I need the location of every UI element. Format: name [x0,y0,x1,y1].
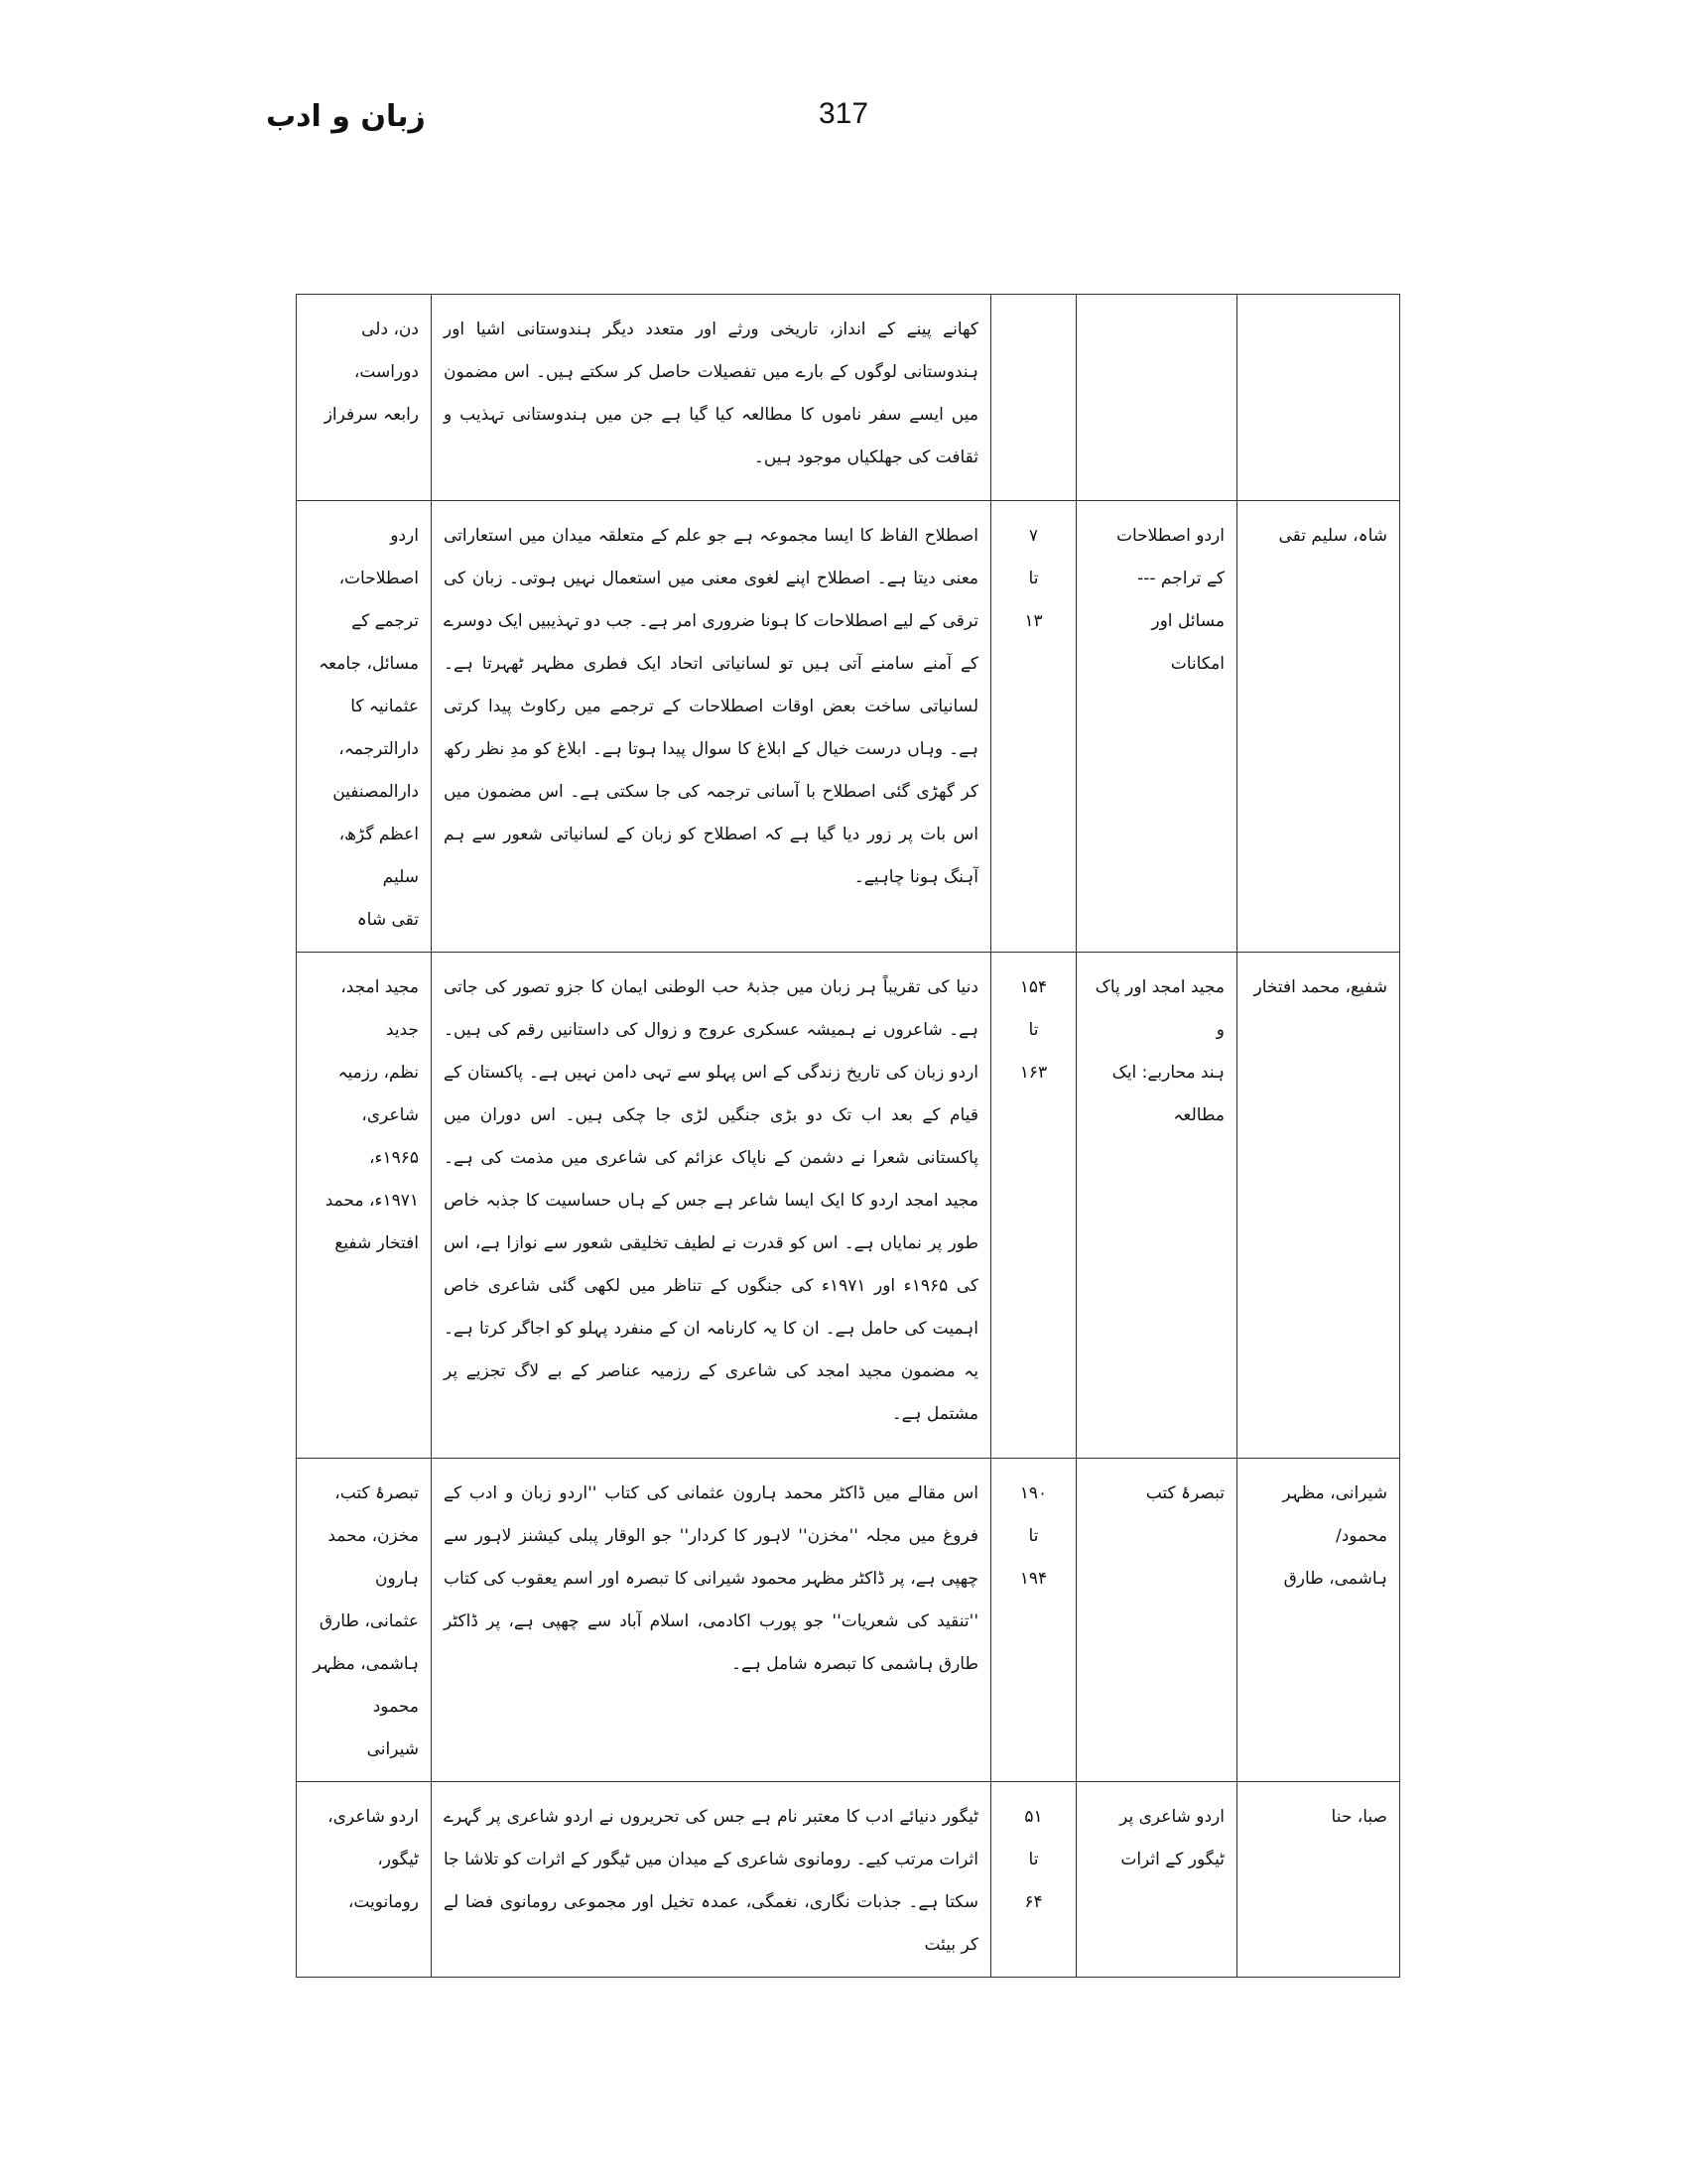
journal-title: زبان و ادب [266,99,426,134]
table-row [297,1459,1400,1782]
table-row [297,953,1400,1459]
table-row [297,1782,1400,1978]
table-row [297,295,1400,501]
title-cell: اردو اصطلاحات کے تراجم --- مسائل اور امکانات [1077,501,1237,953]
author-cell: شیرانی، مظہر محمود/ ہاشمی، طارق [1237,1459,1400,1782]
title-cell: تبصرۂ کتب [1077,1459,1237,1782]
abstract-cell: ٹیگور دنیائے ادب کا معتبر نام ہے جس کی تحریروں نے اردو شاعری پر گہرے اثرات مرتب کیے۔ رومانوی شاعری کے میدان میں ٹیگور کے اثرات کو تلاشا جا سکتا ہے۔ جذبات نگاری، نغمگی، عمدہ تخیل اور مجموعی رومانوی فضا لے کر بیئت [432,1782,991,1978]
table-row [297,501,1400,953]
keywords-cell: اردو اصطلاحات، ترجمے کے مسائل، جامعہ عثمانیہ کا دارالترجمہ، دارالمصنفین اعظم گڑھ، سلیم تقی شاہ [297,501,432,953]
keywords-cell: مجید امجد، جدید نظم، رزمیہ شاعری، ۱۹۶۵ء، ۱۹۷۱ء، محمد افتخار شفیع [297,953,432,1459]
pages-cell: ۱۵۴ تا ۱۶۳ [991,953,1077,1459]
author-cell: صبا، حنا [1237,1782,1400,1978]
author-cell: شاہ، سلیم تقی [1237,501,1400,953]
title-cell [1077,295,1237,501]
title-cell: اردو شاعری پر ٹیگور کے اثرات [1077,1782,1237,1978]
page-number: 317 [818,97,869,130]
pages-cell: ۷ تا ۱۳ [991,501,1077,953]
keywords-cell: اردو شاعری، ٹیگور، رومانویت، [297,1782,432,1978]
abstract-cell: کھانے پینے کے انداز، تاریخی ورثے اور متعدد دیگر ہندوستانی اشیا اور ہندوستانی لوگوں کے بارے میں تفصیلات حاصل کر سکتے ہیں۔ اس مضمون میں ایسے سفر ناموں کا مطالعہ کیا گیا ہے جن میں ہندوستانی تہذیب و ثقافت کی جھلکیاں موجود ہیں۔ [432,295,991,501]
abstract-cell: اس مقالے میں ڈاکٹر محمد ہارون عثمانی کی کتاب ''اردو زبان و ادب کے فروغ میں مجلہ ''مخزن'' لاہور کا کردار'' جو الوقار پبلی کیشنز لاہور سے چھپی ہے، پر ڈاکٹر مظہر محمود شیرانی کا تبصرہ اور اسم یعقوب کی کتاب ''تنقید کی شعریات'' جو پورب اکادمی، اسلام آباد سے چھپی ہے، پر ڈاکٹر طارق ہاشمی کا تبصرہ شامل ہے۔ [432,1459,991,1782]
keywords-cell: دن، دلی دوراست، رابعہ سرفراز [297,295,432,501]
pages-cell [991,295,1077,501]
keywords-cell: تبصرۂ کتب، مخزن، محمد ہارون عثمانی، طارق ہاشمی، مظہر محمود شیرانی [297,1459,432,1782]
author-cell [1237,295,1400,501]
abstract-cell: دنیا کی تقریباً ہر زبان میں جذبۂ حب الوطنی ایمان کا جزو تصور کی جاتی ہے۔ شاعروں نے ہمیشہ عسکری عروج و زوال کی داستانیں رقم کی ہیں۔ اردو زبان کی تاریخ زندگی کے اس پہلو سے تہی دامن نہیں ہے۔ پاکستان کے قیام کے بعد اب تک دو بڑی جنگیں لڑی جا چکی ہیں۔ اس دوران میں پاکستانی شعرا نے دشمن کے ناپاک عزائم کی شاعری میں مذمت کی ہے۔ مجید امجد اردو کا ایک ایسا شاعر ہے جس کے ہاں حساسیت کا جذبہ خاص طور پر نمایاں ہے۔ اس کو قدرت نے لطیف تخلیقی شعور سے نوازا ہے، اس کی ۱۹۶۵ء اور ۱۹۷۱ء کی جنگوں کے تناظر میں لکھی گئی شاعری خاص اہمیت کی حامل ہے۔ ان کا یہ کارنامہ ان کے منفرد پہلو کو اجاگر کرتا ہے۔ یہ مضمون مجید امجد کی شاعری کے رزمیہ عناصر کے بے لاگ تجزیے پر مشتمل ہے۔ [432,953,991,1459]
author-cell: شفیع، محمد افتخار [1237,953,1400,1459]
abstract-cell: اصطلاح الفاظ کا ایسا مجموعہ ہے جو علم کے متعلقہ میدان میں استعاراتی معنی دیتا ہے۔ اصطلاح اپنے لغوی معنی میں استعمال نہیں ہوتی۔ زبان کی ترقی کے لیے اصطلاحات کا ہونا ضروری امر ہے۔ جب دو تہذیبیں ایک دوسرے کے آمنے سامنے آتی ہیں تو لسانیاتی اتحاد ایک فطری مظہر ٹھہرتا ہے۔ لسانیاتی ساخت بعض اوقات اصطلاحات کے ترجمے میں رکاوٹ پیدا کرتی ہے۔ وہاں درست خیال کے ابلاغ کا سوال پیدا ہوتا ہے۔ ابلاغ کو مدِ نظر رکھ کر گھڑی گئی اصطلاح با آسانی ترجمہ کی جا سکتی ہے۔ اس مضمون میں اس بات پر زور دیا گیا ہے کہ اصطلاح کو زبان کے لسانیاتی شعور سے ہم آہنگ ہونا چاہیے۔ [432,501,991,953]
bibliography-table [296,294,1400,1978]
pages-cell: ۱۹۰ تا ۱۹۴ [991,1459,1077,1782]
pages-cell: ۵۱ تا ۶۴ [991,1782,1077,1978]
title-cell: مجید امجد اور پاک و ہند محاربے: ایک مطالعہ [1077,953,1237,1459]
